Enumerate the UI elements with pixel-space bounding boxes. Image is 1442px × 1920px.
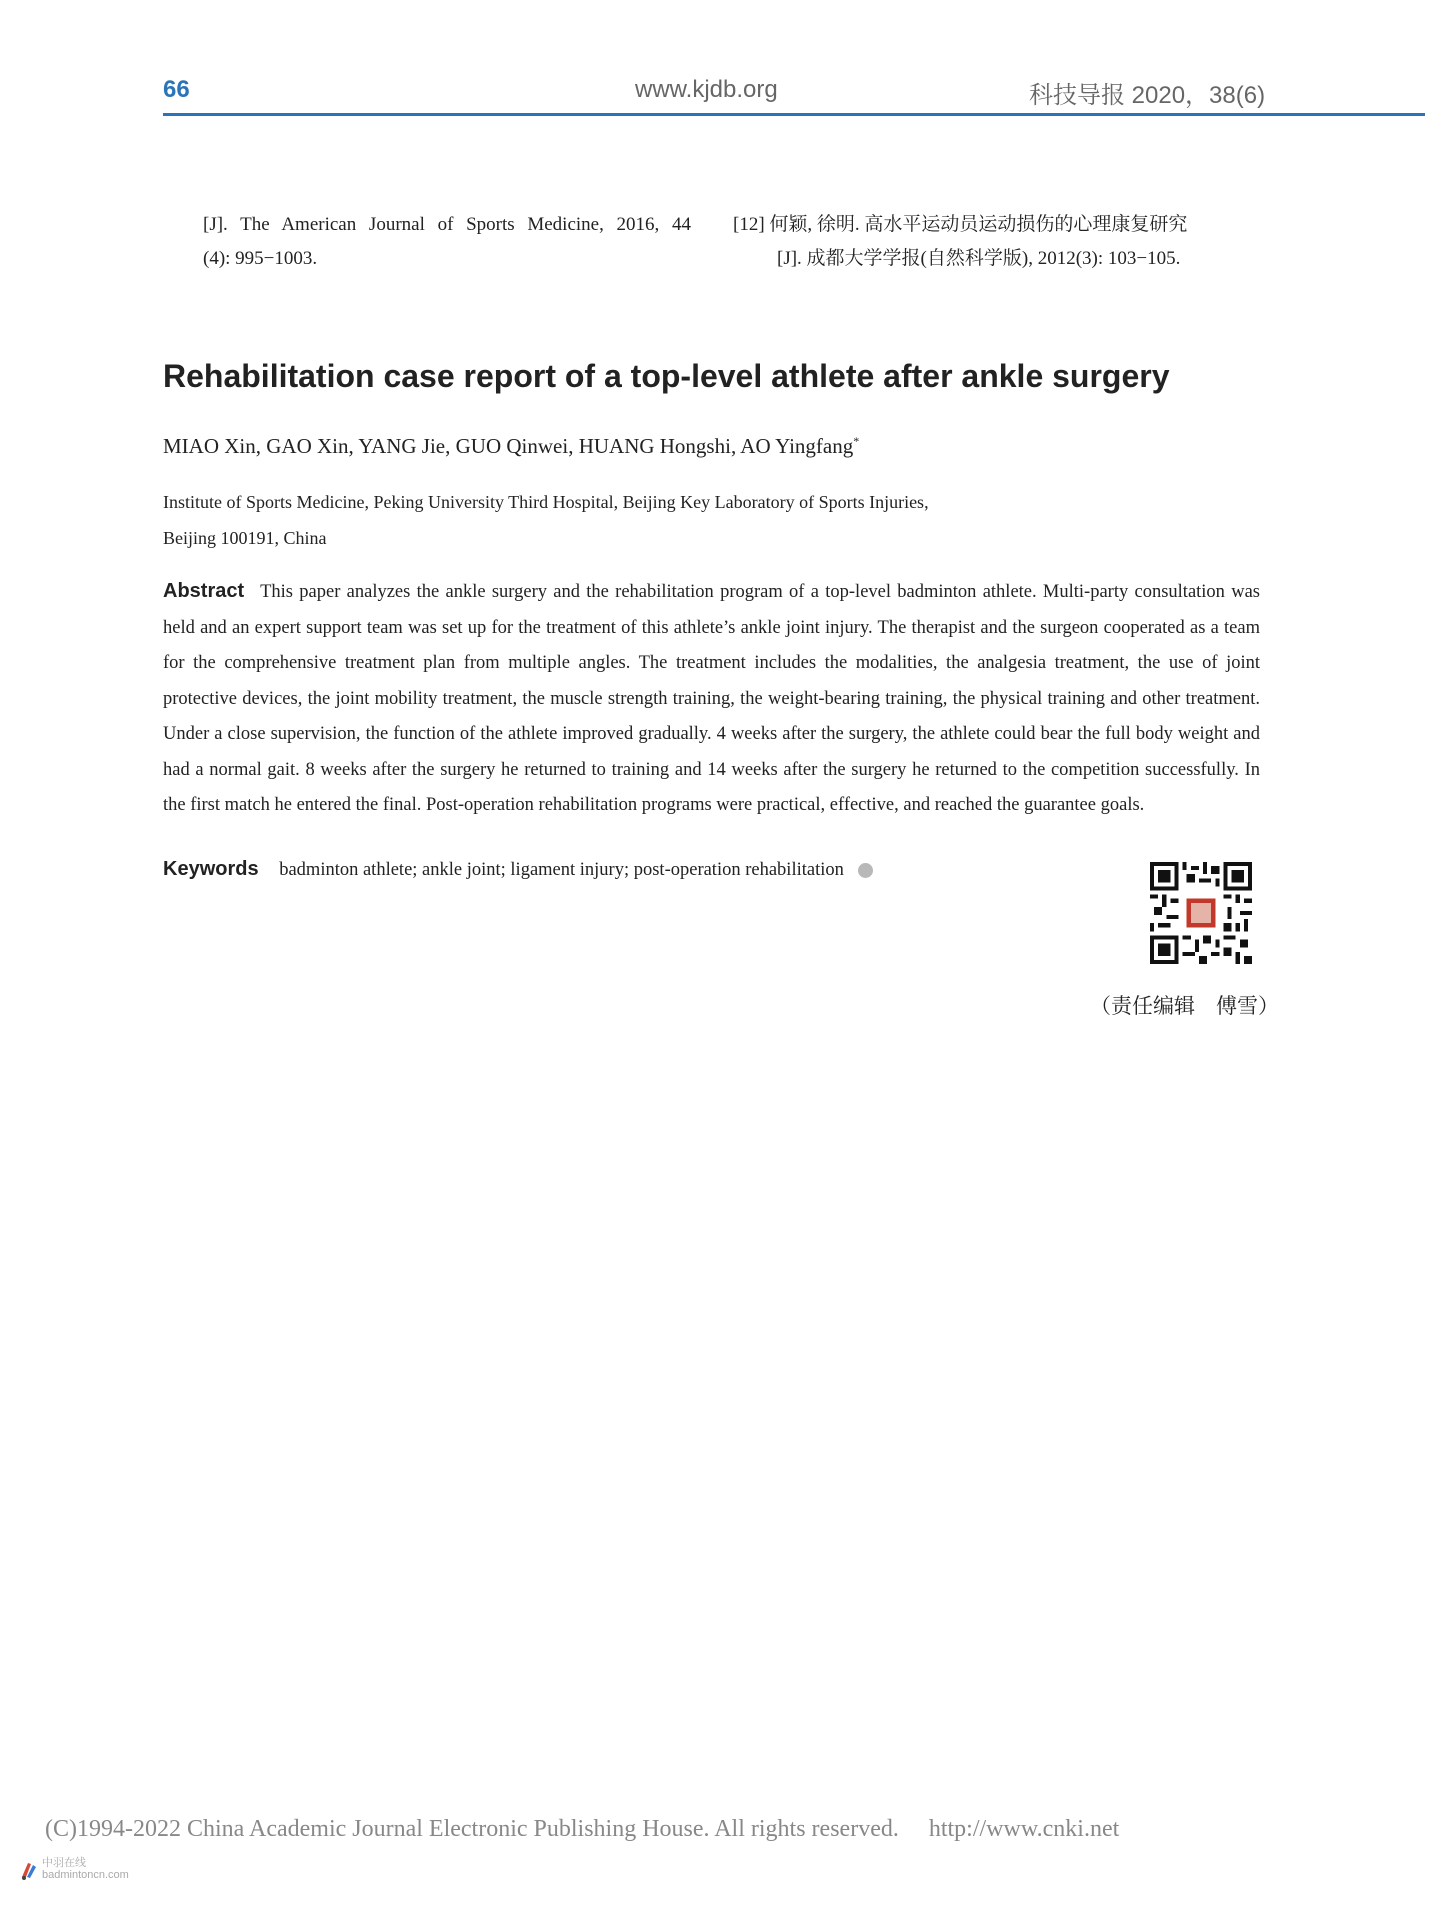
keywords <box>163 858 873 881</box>
reference-line: [J]. The American Journal of Sports Medicine, 2016, 44 <box>203 214 691 235</box>
responsible-editor: （责任编辑 傅雪） <box>1090 994 1279 1018</box>
author-list <box>163 434 859 459</box>
shuttlecock-icon <box>18 1859 40 1881</box>
copyright-text: (C)1994-2022 China Academic Journal Electronic Publishing House. All rights reserved. <box>45 1816 899 1842</box>
page-number: 66 <box>163 76 190 103</box>
article-title: Rehabilitation case report of a top-level athlete after ankle surgery <box>163 358 1170 394</box>
keywords-text: badminton athlete; ankle joint; ligament injury; post-operation rehabilitation <box>279 860 844 880</box>
qr-code[interactable] <box>1150 862 1252 964</box>
affiliation-line: Beijing 100191, China <box>163 528 327 548</box>
header-rule <box>163 113 1425 116</box>
affiliation-line: Institute of Sports Medicine, Peking University Third Hospital, Beijing Key Laboratory of Sports Injuries, <box>163 492 929 512</box>
reference-12 <box>733 208 1261 276</box>
watermark-domain: badmintoncn.com <box>42 1869 129 1881</box>
reference-continuation <box>203 208 691 276</box>
abstract <box>163 574 1260 824</box>
reference-line: [J]. 成都大学学报(自然科学版), 2012(3): 103−105. <box>777 248 1181 269</box>
journal-website[interactable]: www.kjdb.org <box>635 76 778 103</box>
affiliation <box>163 484 1123 556</box>
cnki-link[interactable]: http://www.cnki.net <box>928 1816 1120 1842</box>
end-mark-icon <box>858 863 873 878</box>
authors-text: MIAO Xin, GAO Xin, YANG Jie, GUO Qinwei, HUANG Hongshi, AO Yingfang <box>163 434 854 458</box>
reference-line: (4): 995−1003. <box>203 248 318 269</box>
abstract-label: Abstract <box>163 580 245 602</box>
corresponding-author-mark: * <box>853 434 860 448</box>
abstract-text: This paper analyzes the ankle surgery and the rehabilitation program of a top-level badminton athlete. Multi-party consultation was held and an expert support team was set up for the treatment of this athlete’s ankle joint injury. The therapist and the surgeon cooperated as a team for the comprehensive treatment plan from multiple angles. The treatment includes the modalities, the analgesia treatment, the use of joint protective devices, the joint mobility treatment, the muscle strength training, the weight-bearing training, the physical training and other treatment. Under a close supervision, the function of the athlete improved gradually. 4 weeks after the surgery, the athlete could bear the full body weight and had a normal gait. 8 weeks after the surgery he returned to training and 14 weeks after the surgery he returned to the competition successfully. In the first match he entered the final. Post-operation rehabilitation programs were practical, effective, and reached the guarantee goals. <box>163 582 1260 815</box>
watermark <box>18 1857 148 1885</box>
watermark-name: 中羽在线 <box>42 1857 86 1869</box>
keywords-label: Keywords <box>163 858 259 880</box>
journal-issue: 科技导报 2020，38(6) <box>1029 82 1266 109</box>
page-header <box>163 70 1425 116</box>
copyright-footer <box>45 1816 1119 1843</box>
reference-line: [12] 何颖, 徐明. 高水平运动员运动损伤的心理康复研究 <box>733 214 1188 235</box>
